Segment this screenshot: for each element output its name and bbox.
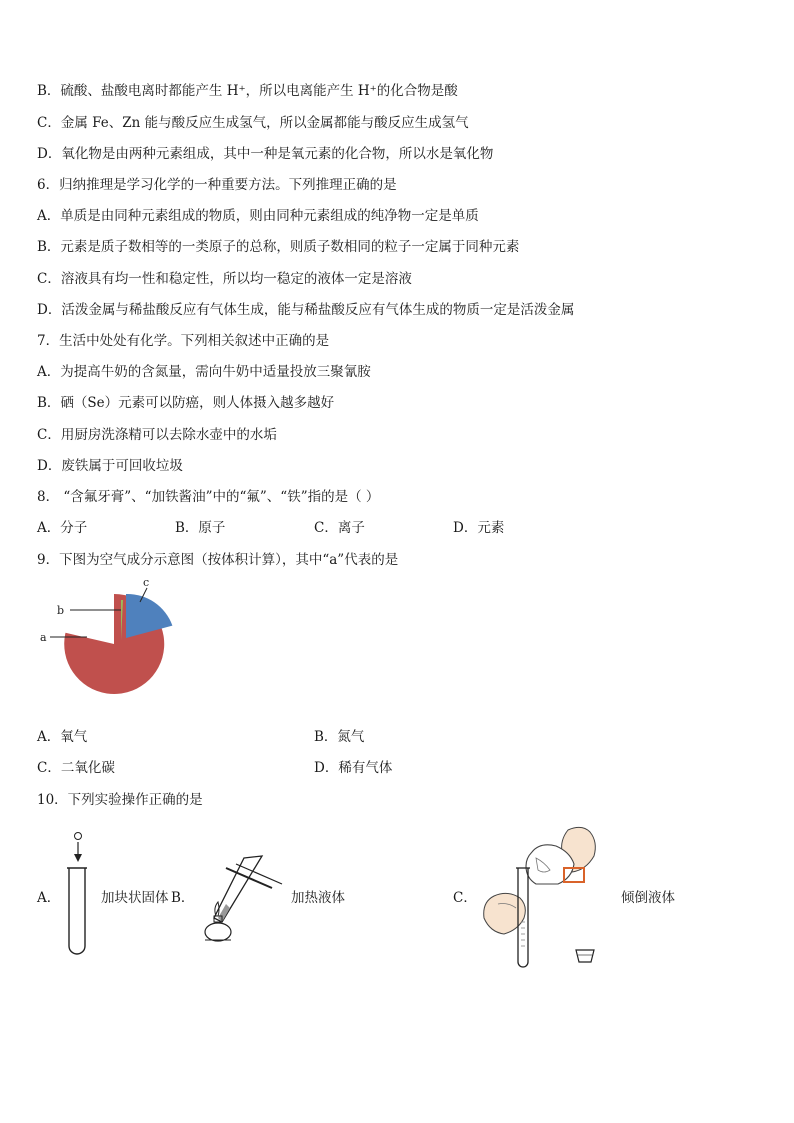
q8-option-a: A．分子 bbox=[37, 520, 88, 536]
q10-option-b-prefix: B． bbox=[171, 890, 195, 906]
upright-test-tube bbox=[69, 868, 85, 954]
q6-option-a: A．单质是由同种元素组成的物质，则由同种元素组成的纯净物一定是单质 bbox=[37, 208, 479, 224]
air-composition-pie-chart bbox=[30, 572, 190, 722]
q6-stem: 6．归纳推理是学习化学的一种重要方法。下列推理正确的是 bbox=[37, 177, 397, 193]
q8-option-d: D．元素 bbox=[453, 520, 505, 536]
tilted-test-tube bbox=[214, 856, 262, 922]
test-tube-holder bbox=[226, 868, 272, 888]
q9-stem: 9．下图为空气成分示意图（按体积计算），其中“a”代表的是 bbox=[37, 552, 399, 568]
q10-option-c-prefix: C． bbox=[453, 890, 477, 906]
pie-label-b: b bbox=[57, 604, 65, 617]
q6-option-b: B．元素是质子数相等的一类原子的总称，则质子数相同的粒子一定属于同种元素 bbox=[37, 239, 520, 255]
pouring-liquid-illustration bbox=[478, 822, 618, 970]
q7-option-a: A．为提高牛奶的含氮量，需向牛奶中适量投放三聚氰胺 bbox=[37, 364, 371, 380]
q10-option-a-prefix: A． bbox=[37, 890, 61, 906]
hand-holding-tube-icon bbox=[484, 893, 526, 934]
q9-option-d: D．稀有气体 bbox=[314, 760, 393, 776]
q8-option-c: C．离子 bbox=[314, 520, 365, 536]
pie-label-c: c bbox=[143, 576, 150, 589]
pie-label-a: a bbox=[40, 631, 47, 644]
down-arrow-head bbox=[74, 854, 82, 862]
q8-stem: 8． “含氟牙膏”、“加铁酱油”中的“氟”、“铁”指的是（ ） bbox=[37, 489, 380, 505]
q10-option-a-caption: 加块状固体 bbox=[101, 890, 169, 906]
q10-option-b-caption: 加热液体 bbox=[291, 890, 345, 906]
q7-option-b: B．硒（Se）元素可以防癌，则人体摄入越多越好 bbox=[37, 395, 335, 411]
q9-option-a: A．氧气 bbox=[37, 729, 88, 745]
q9-option-c: C．二氧化碳 bbox=[37, 760, 115, 776]
q8-option-b: B．原子 bbox=[175, 520, 226, 536]
q6-option-c: C．溶液具有均一性和稳定性，所以均一稳定的液体一定是溶液 bbox=[37, 271, 412, 287]
q5-option-c: C．金属 Fe、Zn 能与酸反应生成氢气，所以金属都能与酸反应生成氢气 bbox=[37, 115, 469, 131]
q6-option-d: D．活泼金属与稀盐酸反应有气体生成，能与稀盐酸反应有气体生成的物质一定是活泼金属 bbox=[37, 302, 575, 318]
solid-granule-icon bbox=[75, 833, 82, 840]
q7-option-d: D．废铁属于可回收垃圾 bbox=[37, 458, 183, 474]
bottle-stopper-icon bbox=[576, 950, 594, 962]
q5-option-b: B．硫酸、盐酸电离时都能产生 H⁺，所以电离能产生 H⁺的化合物是酸 bbox=[37, 83, 458, 99]
q7-option-c: C．用厨房洗涤精可以去除水壶中的水垢 bbox=[37, 427, 277, 443]
heating-liquid-illustration bbox=[196, 846, 288, 944]
q10-stem: 10．下列实验操作正确的是 bbox=[37, 792, 203, 808]
pie-slice-c bbox=[126, 594, 172, 638]
test-tube-holder-arm bbox=[236, 864, 282, 884]
q9-option-b: B．氮气 bbox=[314, 729, 365, 745]
q5-option-d: D．氧化物是由两种元素组成，其中一种是氧元素的化合物，所以水是氧化物 bbox=[37, 146, 494, 162]
test-tube-solid-illustration bbox=[60, 828, 100, 960]
q7-stem: 7．生活中处处有化学。下列相关叙述中正确的是 bbox=[37, 333, 330, 349]
q10-option-c-caption: 倾倒液体 bbox=[621, 890, 675, 906]
